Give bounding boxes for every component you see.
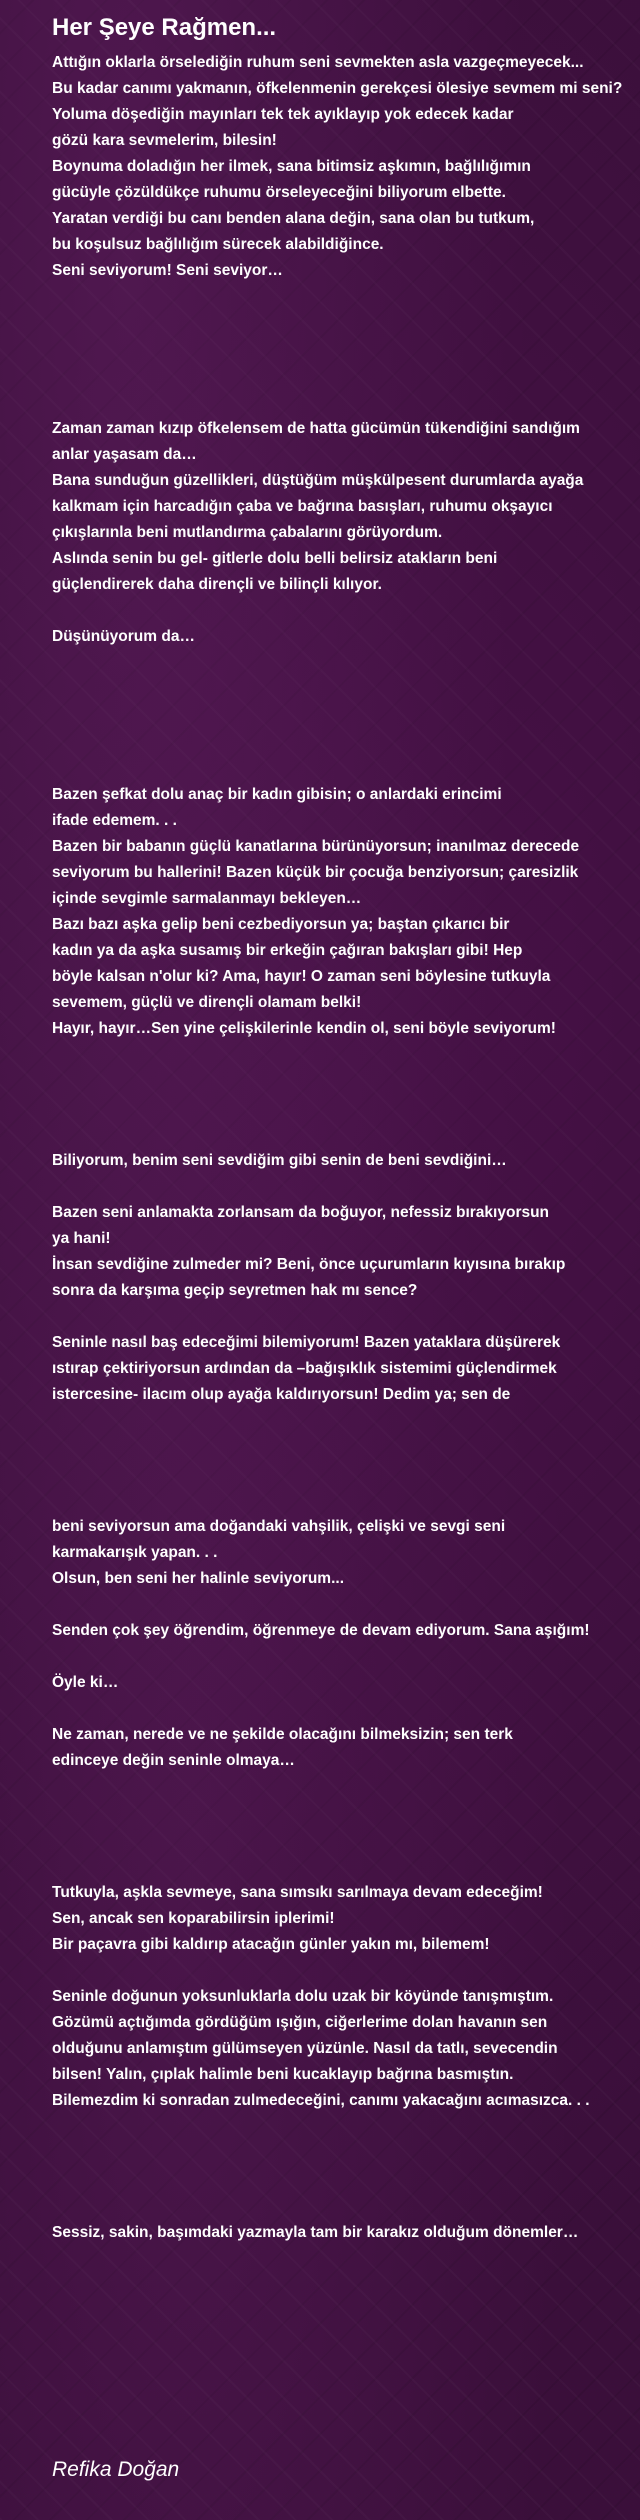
stanza [52,1330,632,1408]
stanza-gap [52,1408,632,1514]
poem-line: Hayır, hayır…Sen yine çelişkilerinle kendin ol, seni böyle seviyorum! [52,1020,556,1037]
poem-line: olduğunu anlamıştım gülümseyen yüzünle. Nasıl da tatlı, sevecendin [52,2040,558,2057]
poem-line: bilsen! Yalın, çıplak halimle beni kucaklayıp bağrına basmıştın. [52,2066,514,2083]
poem-line: ıstırap çektiriyorsun ardından da –bağışıklık sistemimi güçlendirmek [52,1360,557,1377]
stanza [52,2220,632,2246]
stanza [52,624,632,650]
poem-line: gözü kara sevmelerim, bilesin! [52,132,277,149]
poem-line: kadın ya da aşka susamış bir erkeğin çağıran bakışları gibi! Hep [52,942,523,959]
poem-line: Bazen şefkat dolu anaç bir kadın gibisin; o anlardaki erincimi [52,786,502,803]
poem-line: Seninle nasıl baş edeceğimi bilemiyorum! Bazen yataklara düşürerek [52,1334,561,1351]
stanza [52,1984,632,2114]
poem-line: Bu kadar canımı yakmanın, öfkelenmenin gerekçesi ölesiye sevmem mi seni? [52,80,623,97]
stanza [52,1200,632,1304]
poem-line: seviyorum bu hallerini! Bazen küçük bir çocuğa benziyorsun; çaresizlik [52,864,579,881]
poem-line: Aslında senin bu gel- gitlerle dolu belli belirsiz atakların beni [52,550,498,567]
poem-title: Her Şeye Rağmen... [52,14,277,41]
poem-line: Bir paçavra gibi kaldırıp atacağın günler yakın mı, bilemem! [52,1936,490,1953]
poem-line: anlar yaşasam da… [52,446,197,463]
poem-line: Attığın oklarla örselediğin ruhum seni sevmekten asla vazgeçmeyecek... [52,54,584,71]
poem-line: Öyle ki… [52,1674,119,1691]
stanza [52,1148,632,1174]
poem-line: ifade edemem. . . [52,812,177,829]
poem-line: istercesine- ilacım olup ayağa kaldırıyorsun! Dedim ya; sen de [52,1386,511,1403]
poem-body [52,50,632,2246]
poem-line: gücüyle çözüldükçe ruhumu örseleyeceğini biliyorum elbette. [52,184,506,201]
stanza-gap [52,284,632,416]
poem-line: karmakarışık yapan. . . [52,1544,218,1561]
stanza [52,1618,632,1644]
poem-line: Gözümü açtığımda gördüğüm ışığın, ciğerlerime dolan havanın sen [52,2014,548,2031]
poem-line: kalkmam için harcadığın çaba ve bağrına basışları, ruhumu okşayıcı [52,498,553,515]
stanza [52,1880,632,1958]
poem-line: Sessiz, sakin, başımdaki yazmayla tam bir karakız olduğum dönemler… [52,2224,579,2241]
poem-line: sonra da karşıma geçip seyretmen hak mı sence? [52,1282,418,1299]
poem-line: çıkışlarınla beni mutlandırma çabalarını görüyordum. [52,524,443,541]
poem-line: edinceye değin seninle olmaya… [52,1752,295,1769]
poem-line: Senden çok şey öğrendim, öğrenmeye de devam ediyorum. Sana aşığım! [52,1622,590,1639]
poem-line: Seninle doğunun yoksunluklarla dolu uzak bir köyünde tanışmıştım. [52,1988,554,2005]
stanza-gap [52,2114,632,2220]
poem-line: Bazı bazı aşka gelip beni cezbediyorsun ya; baştan çıkarıcı bir [52,916,510,933]
poem-line: güçlendirerek daha dirençli ve bilinçli kılıyor. [52,576,382,593]
stanza-gap [52,1174,632,1200]
poem-line: bu koşulsuz bağlılığım sürecek alabildiğince. [52,236,384,253]
stanza-gap [52,650,632,782]
stanza-gap [52,1592,632,1618]
stanza [52,416,632,598]
stanza [52,1722,632,1774]
poem-line: sevemem, güçlü ve dirençli olamam belki! [52,994,362,1011]
poem-line: İnsan sevdiğine zulmeder mi? Beni, önce uçurumların kıyısına bırakıp [52,1256,566,1273]
poem-line: Ne zaman, nerede ve ne şekilde olacağını bilmeksizin; sen terk [52,1726,513,1743]
poem-line: Seni seviyorum! Seni seviyor… [52,262,283,279]
poem-line: Boynuma doladığın her ilmek, sana bitimsiz aşkımın, bağlılığımın [52,158,531,175]
stanza [52,1670,632,1696]
author-name: Refika Doğan [52,2458,180,2481]
poem-line: Bazen bir babanın güçlü kanatlarına bürünüyorsun; inanılmaz derecede [52,838,580,855]
poem-line: Düşünüyorum da… [52,628,195,645]
stanza-gap [52,1304,632,1330]
poem-line: Olsun, ben seni her halinle seviyorum... [52,1570,345,1587]
poem-line: Yoluma döşediğin mayınları tek tek ayıklayıp yok edecek kadar [52,106,514,123]
stanza-gap [52,1774,632,1880]
poem-line: Tutkuyla, aşkla sevmeye, sana sımsıkı sarılmaya devam edeceğim! [52,1884,543,1901]
poem-line: Sen, ancak sen koparabilirsin iplerimi! [52,1910,335,1927]
poem-line: ya hani! [52,1230,111,1247]
poem-line: Bilemezdim ki sonradan zulmedeceğini, canımı yakacağını acımasızca. . . [52,2092,590,2109]
stanza-gap [52,1958,632,1984]
stanza-gap [52,1644,632,1670]
poem-line: Biliyorum, benim seni sevdiğim gibi senin de beni sevdiğini… [52,1152,507,1169]
stanza [52,1514,632,1592]
poem-line: Bana sunduğun güzellikleri, düştüğüm müşkülpesent durumlarda ayağa [52,472,584,489]
poem-line: Zaman zaman kızıp öfkelensem de hatta gücümün tükendiğini sandığım [52,420,580,437]
stanza-gap [52,1696,632,1722]
stanza [52,782,632,1042]
poem-line: Yaratan verdiği bu canı benden alana değin, sana olan bu tutkum, [52,210,535,227]
poem-line: içinde sevgimle sarmalanmayı bekleyen… [52,890,362,907]
stanza-gap [52,598,632,624]
stanza [52,50,632,284]
poem-line: böyle kalsan n'olur ki? Ama, hayır! O zaman seni böylesine tutkuyla [52,968,551,985]
stanza-gap [52,1042,632,1148]
poem-line: Bazen seni anlamakta zorlansam da boğuyor, nefessiz bırakıyorsun [52,1204,550,1221]
poem-line: beni seviyorsun ama doğandaki vahşilik, çelişki ve sevgi seni [52,1518,506,1535]
